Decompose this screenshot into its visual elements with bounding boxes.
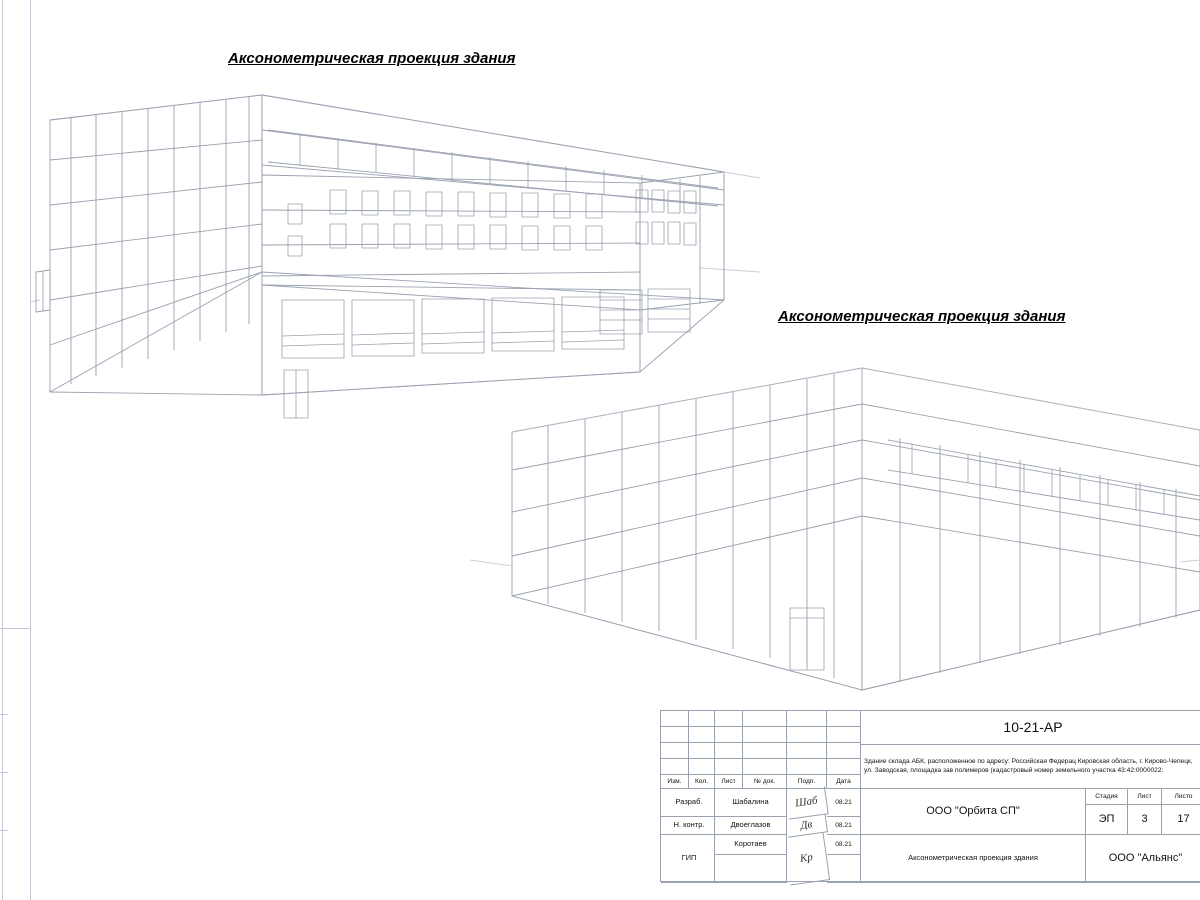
rev-cell-r4c1: [661, 759, 689, 775]
stage-value: ЭП: [1086, 805, 1128, 835]
view-title-top: Аксонометрическая проекция здания: [228, 50, 516, 67]
rev-cell-r2c3: [715, 727, 743, 743]
rev-cell-r4c5: [787, 759, 827, 775]
name-gip-blank: [715, 855, 787, 883]
object-description: Здание склада АБК, расположенное по адресу: Российская Федерац Кировская область, г. Кирово-Чепецк, ул. Заводская, площадка зав полимеров (кадастровый номер земельного участка 43:42:0000022:: [861, 745, 1200, 789]
view-title-bottom: Аксонометрическая проекция здания: [778, 308, 1066, 325]
column-header-list: Лист: [715, 775, 743, 789]
date-razrab: 08.21: [827, 789, 861, 817]
sheet-frame-left-outer: [2, 0, 3, 900]
rev-cell-r2c6: [827, 727, 861, 743]
role-gip: ГИП: [661, 835, 715, 883]
rev-cell-r1c5: [787, 711, 827, 727]
rev-cell-r3c3: [715, 743, 743, 759]
rev-cell-r4c3: [715, 759, 743, 775]
signature-nkontr: Дв: [786, 814, 828, 837]
margin-mark-4: [0, 830, 8, 831]
sheet-code: 10-21-АР: [861, 711, 1200, 745]
rev-cell-r3c1: [661, 743, 689, 759]
sheets-header: Листо: [1162, 789, 1200, 805]
rev-cell-r3c6: [827, 743, 861, 759]
rev-cell-r1c6: [827, 711, 861, 727]
rev-cell-r2c1: [661, 727, 689, 743]
sheet-header: Лист: [1128, 789, 1162, 805]
column-header-izm: Изм.: [661, 775, 689, 789]
rev-cell-r4c2: [689, 759, 715, 775]
date-nkontr: 08.21: [827, 817, 861, 835]
margin-mark-3: [0, 772, 8, 773]
role-nkontr: Н. контр.: [661, 817, 715, 835]
rev-cell-r2c2: [689, 727, 715, 743]
rev-cell-r1c3: [715, 711, 743, 727]
rev-cell-r3c4: [743, 743, 787, 759]
customer-name: ООО "Альянс": [1086, 835, 1200, 883]
rev-cell-r3c5: [787, 743, 827, 759]
rev-cell-r1c1: [661, 711, 689, 727]
sheets-value: 17: [1162, 805, 1200, 835]
date-gip: 08.21: [827, 835, 861, 855]
column-header-kol: Кол.: [689, 775, 715, 789]
column-header-ndoc: № док.: [743, 775, 787, 789]
date-gip-blank: [827, 855, 861, 883]
drawing-title: Аксонометрическая проекция здания: [861, 835, 1086, 883]
organization-name: ООО "Орбита СП": [861, 789, 1086, 835]
name-razrab: Шабалина: [715, 789, 787, 817]
name-nkontr: Двоеглазов: [715, 817, 787, 835]
rev-cell-r4c4: [743, 759, 787, 775]
rev-cell-r3c2: [689, 743, 715, 759]
title-block: [660, 710, 1200, 882]
sheet-frame-left: [30, 0, 31, 900]
stage-header: Стадия: [1086, 789, 1128, 805]
margin-mark-1: [0, 628, 30, 629]
margin-mark-2: [0, 714, 8, 715]
rev-cell-r2c4: [743, 727, 787, 743]
column-header-podp: Подп.: [787, 775, 827, 789]
rev-cell-r1c4: [743, 711, 787, 727]
role-razrab: Разраб.: [661, 789, 715, 817]
signature-razrab: Шаб: [785, 786, 829, 819]
name-gip: Коротаев: [715, 835, 787, 855]
column-header-data: Дата: [827, 775, 861, 789]
rev-cell-r4c6: [827, 759, 861, 775]
rev-cell-r2c5: [787, 727, 827, 743]
signature-gip: Кр: [784, 832, 830, 885]
rev-cell-r1c2: [689, 711, 715, 727]
sheet-value: 3: [1128, 805, 1162, 835]
